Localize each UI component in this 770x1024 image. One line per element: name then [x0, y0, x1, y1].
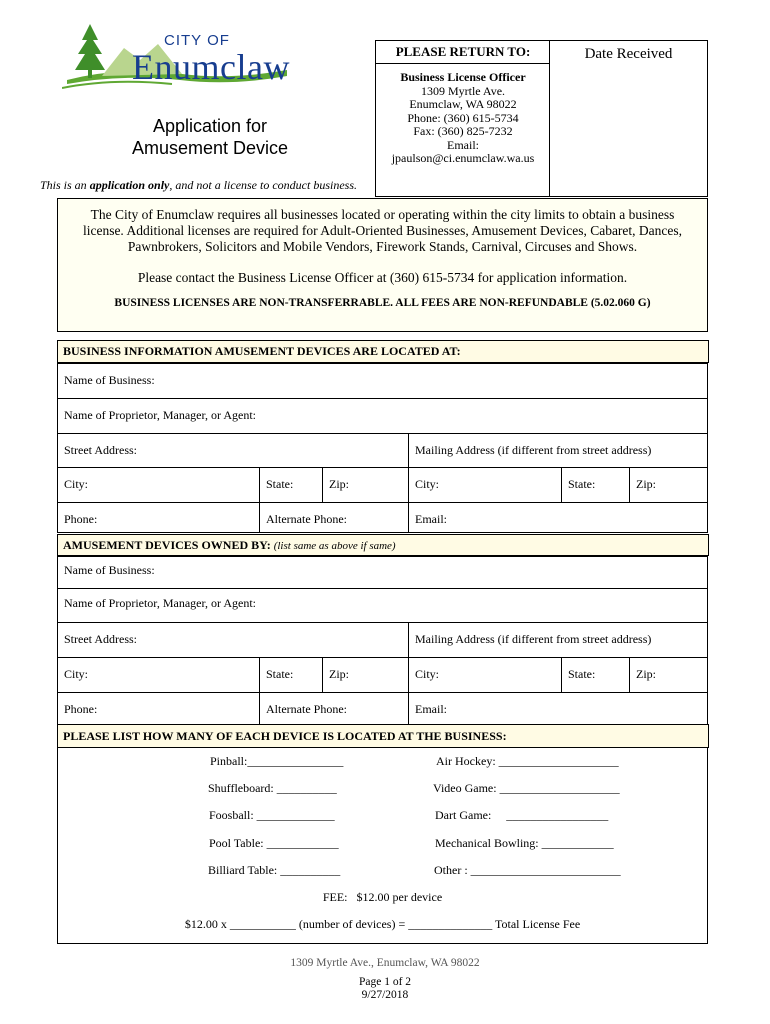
video-game-count-field[interactable]: Video Game: ____________________	[433, 781, 620, 795]
page-title-line1: Application for	[152, 116, 268, 136]
phone-row	[58, 502, 707, 532]
owner-email-field[interactable]: Email:	[408, 693, 707, 724]
city-field[interactable]: City:	[64, 477, 89, 491]
owner-city-field[interactable]: City:	[64, 667, 89, 681]
phone-field[interactable]: Phone:	[64, 512, 98, 526]
pool-table-count-field[interactable]: Pool Table: ____________	[209, 836, 339, 850]
alt-phone-field[interactable]: Alternate Phone:	[259, 503, 408, 532]
disclaimer: This is an application only, and not a license to conduct business.	[40, 178, 357, 192]
city-logo	[62, 18, 292, 90]
mailing-address-field[interactable]: Mailing Address (if different from street address)	[408, 434, 707, 467]
date-received-label: Date Received	[584, 46, 673, 62]
business-info-section	[57, 340, 708, 533]
notice-warning: BUSINESS LICENSES ARE NON-TRANSFERRABLE. ALL FEES ARE NON-REFUNDABLE (5.02.060 G)	[114, 297, 651, 309]
state-field[interactable]: State:	[259, 468, 322, 502]
email-field[interactable]: Email:	[408, 503, 707, 532]
owner-business-name-field[interactable]: Name of Business:	[64, 563, 155, 577]
devices-heading: PLEASE LIST HOW MANY OF EACH DEVICE IS LOCATED AT THE BUSINESS:	[57, 724, 709, 748]
notice-paragraph: The City of Enumclaw requires all businesses located or operating within the city limits to obtain a business license. Additional licenses are required for Adult-Oriented Businesses, Amusement Devices, Cabaret, Dances, Pawnbrokers, Solicitors and Mobile Vendors, Firework Stands, Carnival, Circuses and Shows.	[82, 207, 683, 254]
owner-mailing-city-field[interactable]: City:	[408, 658, 561, 692]
return-fax: Fax: (360) 825-7232	[413, 124, 513, 138]
shuffleboard-count-field[interactable]: Shuffleboard: __________	[208, 781, 337, 795]
mechanical-bowling-count-field[interactable]: Mechanical Bowling: ____________	[435, 836, 614, 850]
notice-contact: Please contact the Business License Officer at (360) 615-5734 for application information.	[137, 270, 628, 285]
foosball-count-field[interactable]: Foosball: _____________	[209, 808, 335, 822]
mailing-zip-field[interactable]: Zip:	[629, 468, 707, 502]
mailing-state-field[interactable]: State:	[561, 468, 629, 502]
return-to-heading: PLEASE RETURN TO:	[376, 41, 550, 64]
owner-proprietor-row[interactable]	[58, 588, 707, 622]
owner-mailing-zip-field[interactable]: Zip:	[629, 658, 707, 692]
revision-date: 9/27/2018	[361, 989, 409, 1001]
notice-box	[57, 198, 708, 332]
zip-field[interactable]: Zip:	[322, 468, 408, 502]
page-number: Page 1 of 2	[358, 976, 412, 988]
owner-proprietor-field[interactable]: Name of Proprietor, Manager, or Agent:	[64, 596, 256, 610]
return-officer: Business License Officer	[400, 70, 526, 84]
owner-zip-field[interactable]: Zip:	[322, 658, 408, 692]
business-name-field[interactable]: Name of Business:	[64, 373, 155, 387]
fee-formula[interactable]: $12.00 x ___________ (number of devices) = ______________ Total License Fee	[184, 917, 581, 931]
owner-city-row	[58, 657, 707, 692]
return-city: Enumclaw, WA 98022	[409, 97, 517, 111]
owner-street-address-field[interactable]: Street Address:	[64, 632, 137, 646]
return-address: 1309 Myrtle Ave.	[420, 83, 506, 98]
owner-business-name-row[interactable]	[58, 556, 707, 588]
business-info-heading: BUSINESS INFORMATION AMUSEMENT DEVICES ARE LOCATED AT:	[57, 340, 709, 363]
return-phone: Phone: (360) 615-5734	[407, 110, 519, 125]
other-device-field[interactable]: Other : _________________________	[434, 863, 621, 877]
mailing-city-field[interactable]: City:	[408, 468, 561, 502]
owner-mailing-state-field[interactable]: State:	[561, 658, 629, 692]
owner-phone-field[interactable]: Phone:	[64, 702, 98, 716]
owner-mailing-address-field[interactable]: Mailing Address (if different from street address)	[408, 623, 707, 657]
dart-game-count-field[interactable]: Dart Game: _________________	[435, 808, 609, 822]
footer-address: 1309 Myrtle Ave., Enumclaw, WA 98022	[290, 957, 480, 969]
logo-city-of: CITY OF	[164, 32, 230, 49]
date-received-box	[549, 40, 708, 197]
business-name-row[interactable]	[58, 363, 707, 398]
owner-alt-phone-field[interactable]: Alternate Phone:	[259, 693, 408, 724]
air-hockey-count-field[interactable]: Air Hockey: ____________________	[436, 754, 619, 768]
owner-address-row	[58, 622, 707, 657]
owner-phone-row	[58, 692, 707, 724]
city-row	[58, 467, 707, 502]
street-address-field[interactable]: Street Address:	[64, 443, 137, 457]
billiard-table-count-field[interactable]: Billiard Table: __________	[208, 863, 341, 877]
owned-by-heading: AMUSEMENT DEVICES OWNED BY: (list same as above if same)	[57, 534, 709, 556]
logo-city-name: Enumclaw	[132, 47, 290, 87]
devices-section	[57, 724, 708, 944]
owned-by-section	[57, 534, 708, 725]
return-email: jpaulson@ci.enumclaw.wa.us	[391, 151, 535, 165]
return-to-box	[375, 40, 550, 197]
fee-text: FEE: $12.00 per device	[322, 890, 443, 904]
pinball-count-field[interactable]: Pinball:________________	[210, 754, 344, 768]
proprietor-row[interactable]	[58, 398, 707, 433]
page-title-line2: Amusement Device	[131, 138, 289, 158]
return-email-label: Email:	[447, 137, 479, 152]
proprietor-field[interactable]: Name of Proprietor, Manager, or Agent:	[64, 408, 256, 422]
owner-state-field[interactable]: State:	[259, 658, 322, 692]
address-row	[58, 433, 707, 467]
